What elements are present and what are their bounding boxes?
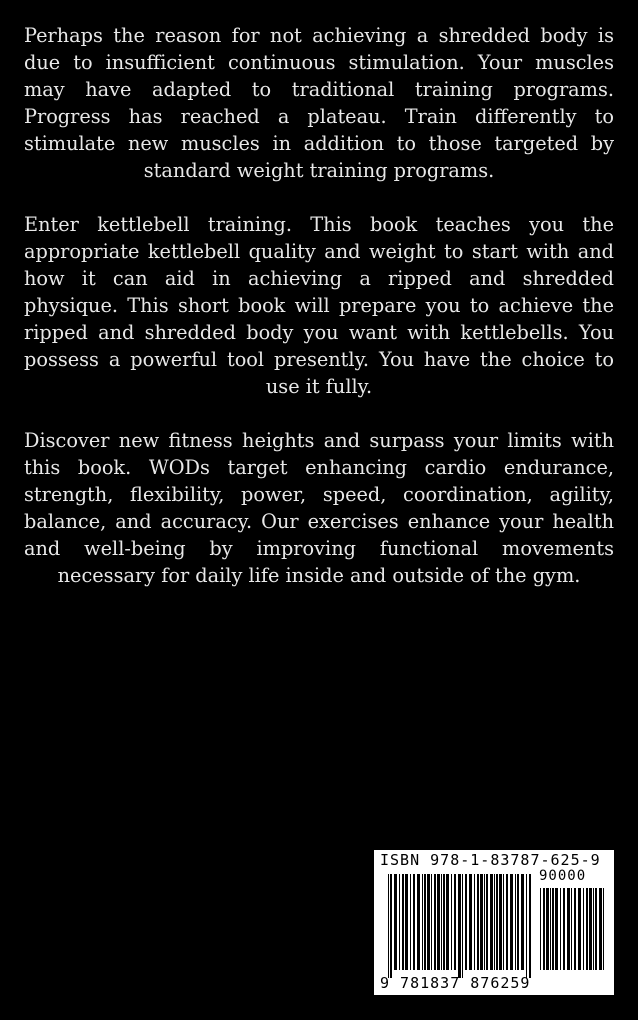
barcode-bar xyxy=(390,874,392,978)
barcode-bar xyxy=(595,888,597,970)
barcode-bar xyxy=(552,888,554,970)
barcode-bar xyxy=(499,874,502,970)
blurb-paragraph-1: Perhaps the reason for not achieving a shredded body is due to insufficient continuous stimulation. Your muscles may have adapted to traditional training programs. Progress has reached a plateau. Train differently to stimulate new muscles in addition to those targeted by standard weight training programs. xyxy=(24,24,614,182)
barcode-bar xyxy=(496,874,498,970)
barcode-bar xyxy=(451,874,452,970)
barcode-addon-number: 90000 xyxy=(539,868,587,884)
barcode-bar xyxy=(399,874,400,970)
barcode-bar xyxy=(474,874,475,970)
barcode-bar xyxy=(529,874,531,978)
addon-bars xyxy=(540,888,604,970)
isbn-barcode xyxy=(374,850,614,995)
barcode-bar xyxy=(462,874,463,978)
barcode-bar xyxy=(427,874,430,970)
barcode-bar xyxy=(571,888,572,970)
barcode-bar xyxy=(540,888,541,970)
barcode-bar xyxy=(589,888,592,970)
barcode-bar xyxy=(578,888,581,970)
barcode-bar xyxy=(510,874,513,970)
barcode-bar xyxy=(413,874,415,970)
ean-bars xyxy=(388,874,531,978)
barcode-bar xyxy=(521,874,524,970)
barcode-bar xyxy=(517,874,519,970)
barcode-bar xyxy=(443,874,445,970)
barcode-bar xyxy=(402,874,404,970)
barcode-bar xyxy=(490,874,493,970)
barcode-bar xyxy=(567,888,570,970)
barcode-bar xyxy=(469,874,472,970)
barcode-bar xyxy=(465,874,467,970)
barcode-bar xyxy=(546,888,549,970)
barcode-bar xyxy=(599,888,602,970)
barcode-bar xyxy=(555,888,558,970)
barcode-bar xyxy=(424,874,426,970)
barcode-bar xyxy=(574,888,576,970)
barcode-bar xyxy=(586,888,588,970)
barcode-bar xyxy=(441,874,442,970)
barcode-bar xyxy=(417,874,420,970)
barcode-bar xyxy=(422,874,423,970)
barcode-bar xyxy=(593,888,594,970)
barcode-bar xyxy=(446,874,449,970)
barcode-bar xyxy=(437,874,440,970)
isbn-label: ISBN 978-1-83787-625-9 xyxy=(380,851,601,869)
barcode-bar xyxy=(515,874,516,970)
barcode-bar xyxy=(503,874,504,970)
barcode-bar xyxy=(410,874,411,970)
barcode-bar xyxy=(431,874,432,970)
barcode-bar xyxy=(526,874,527,978)
barcode-bar xyxy=(543,888,545,970)
ean-number: 9 781837 876259 xyxy=(380,974,531,992)
barcode-bar xyxy=(563,888,565,970)
barcode-bar xyxy=(506,874,508,970)
barcode-bar xyxy=(550,888,551,970)
barcode-bar xyxy=(388,874,389,978)
barcode-bar xyxy=(583,888,584,970)
blurb-paragraph-2: Enter kettlebell training. This book teaches you the appropriate kettlebell quality and weight to start with and how it can aid in achieving a ripped and shredded physique. This short book will prepare you to achieve the ripped and shredded body you want with kettlebells. You possess a powerful tool presently. You have the choice to use it fully. xyxy=(24,213,614,398)
barcode-bar xyxy=(484,874,485,970)
barcode-bar xyxy=(458,874,461,978)
barcode-bar xyxy=(454,874,456,970)
barcode-bar xyxy=(486,874,488,970)
blurb-text xyxy=(24,22,614,616)
blurb-paragraph-3: Discover new fitness heights and surpass your limits with this book. WODs target enhancing cardio endurance, strength, flexibility, power, speed, coordination, agility, balance, and accuracy. Our exercises enhance your health and well-being by improving functional movements necessary for daily life inside and outside of the gym. xyxy=(24,429,614,587)
barcode-bar xyxy=(494,874,495,970)
barcode-bar xyxy=(434,874,436,970)
barcode-bar xyxy=(480,874,483,970)
barcode-bar xyxy=(603,888,604,970)
barcode-bar xyxy=(394,874,397,970)
barcode-bar xyxy=(405,874,408,970)
barcode-bar xyxy=(560,888,561,970)
barcode-bar xyxy=(477,874,479,970)
